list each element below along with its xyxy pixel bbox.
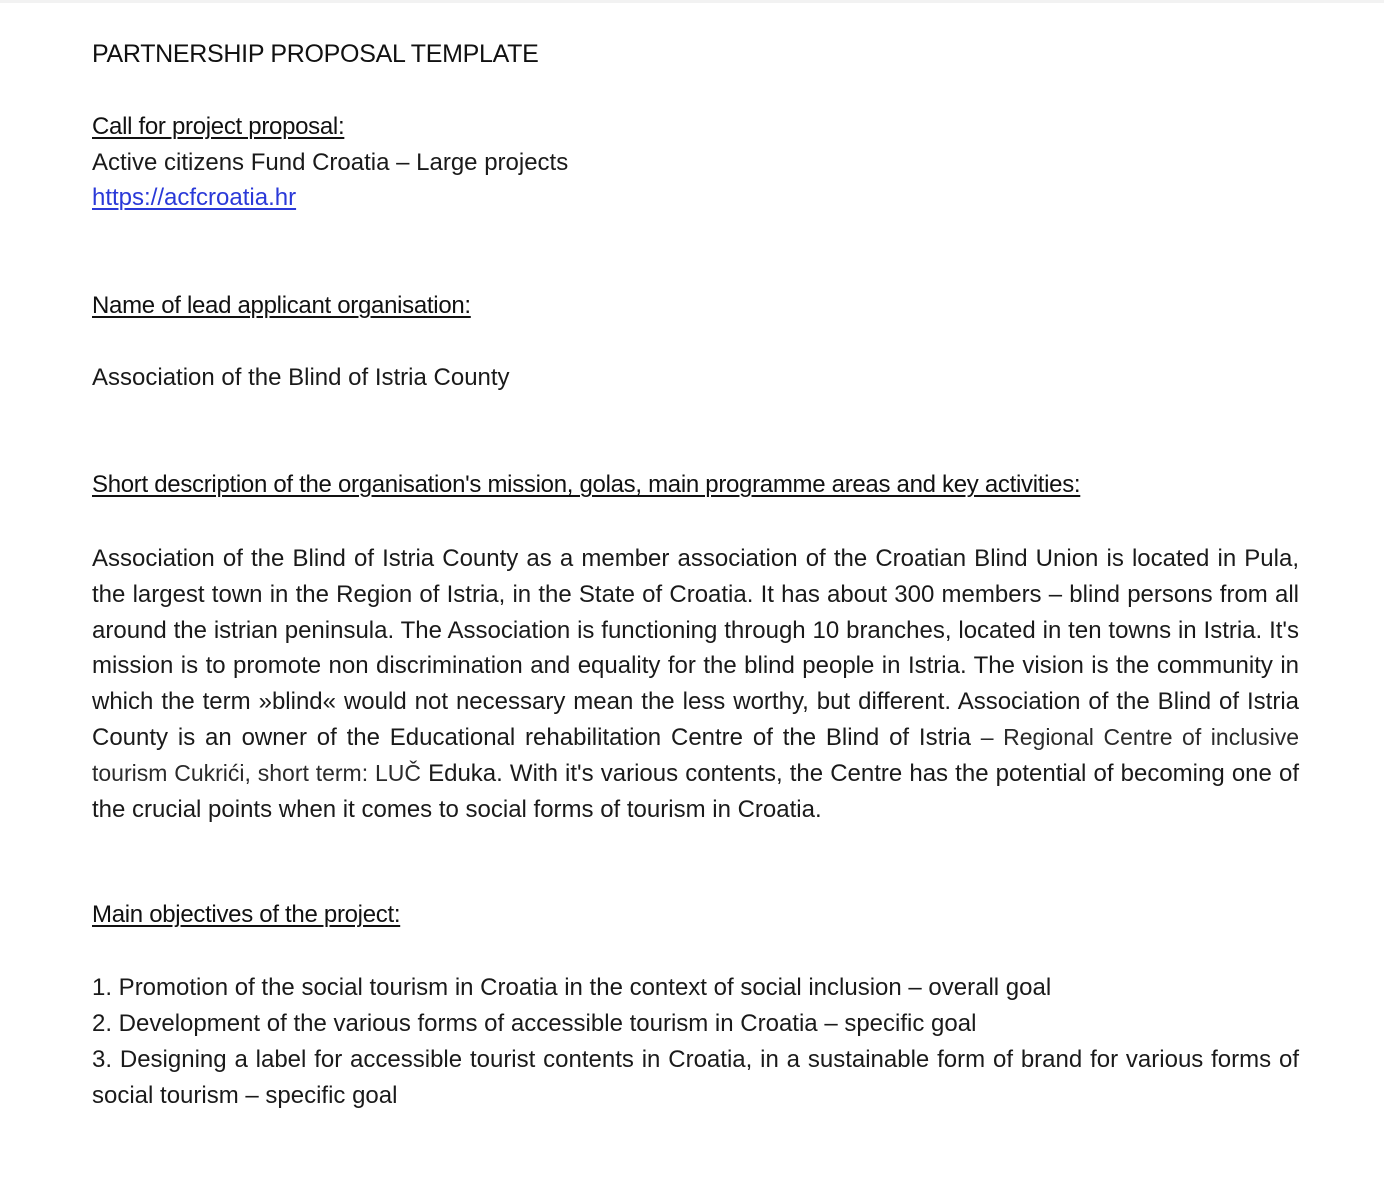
objectives-list — [92, 970, 1299, 1114]
lead-applicant-name: Association of the Blind of Istria County — [92, 364, 510, 391]
mission-text-part2: – Regional Centre of inclusive tourism Cukrići, short term: LUČ — [92, 723, 1299, 786]
objective-item: 2. Development of the various forms of accessible tourism in Croatia – specific goal — [92, 1010, 977, 1037]
document-title: PARTNERSHIP PROPOSAL TEMPLATE — [92, 40, 539, 68]
objective-item: 3. Designing a label for accessible tourist contents in Croatia, in a sustainable form of brand for various forms of social tourism – specific goal — [92, 1046, 1299, 1109]
lead-applicant-heading: Name of lead applicant organisation: — [92, 292, 471, 319]
call-program: Active citizens Fund Croatia – Large projects — [92, 149, 569, 176]
objective-item: 1. Promotion of the social tourism in Croatia in the context of social inclusion – overall goal — [92, 974, 1052, 1001]
mission-heading: Short description of the organisation's mission, golas, main programme areas and key activities: — [92, 471, 1081, 498]
call-heading: Call for project proposal: — [92, 113, 345, 140]
mission-paragraph — [92, 541, 1299, 827]
call-link[interactable]: https://acfcroatia.hr — [92, 184, 297, 211]
objectives-heading: Main objectives of the project: — [92, 901, 401, 928]
call-link-line — [92, 184, 296, 212]
mission-text-part3: Eduka. With it's various contents, the Centre has the potential of becoming one of the crucial points when it comes to social forms of tourism in Croatia. — [92, 759, 1299, 823]
mission-text-part1: Association of the Blind of Istria County as a member association of the Croatian Blind Union is located in Pula, the largest town in the Region of Istria, in the State of Croatia. It has about 300 members – blind persons from all around the istrian peninsula. The Association is functioning through 10 branches, located in ten towns in Istria. It's mission is to promote non discrimination and equality for the blind people in Istria. The vision is the community in which the term »blind« would not necessary mean the less worthy, but different. Association of the Blind of Istria County is an owner of the Educational rehabilitation Centre of the Blind of Istria — [92, 545, 1299, 751]
top-border — [0, 0, 1384, 3]
